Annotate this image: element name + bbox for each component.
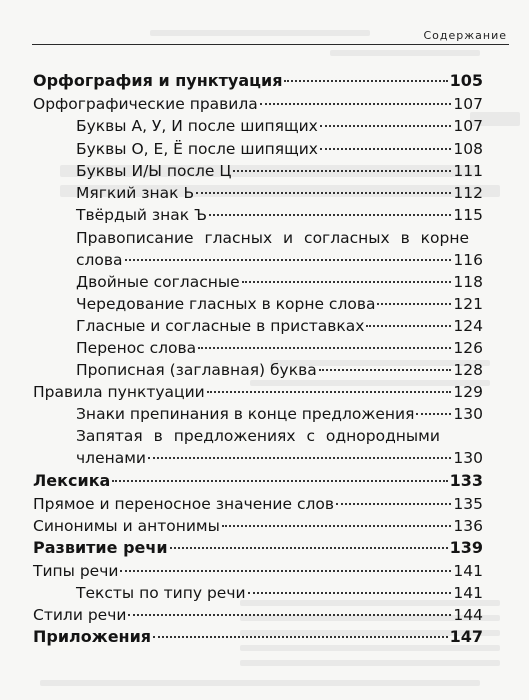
toc-entry-end-punctuation[interactable]: Знаки препинания в конце предложения 130 [76,405,483,423]
toc-entry-capital-letter[interactable]: Прописная (заглавная) буква 128 [76,361,483,379]
toc-entry-hyphenation[interactable]: Перенос слова 126 [76,339,483,357]
toc-entry-punctuation-rules[interactable]: Правила пунктуации 129 [33,383,483,401]
toc-entry-synonyms-antonyms[interactable]: Синонимы и антонимы 136 [33,517,483,535]
toc-entry-texts-by-type[interactable]: Тексты по типу речи 141 [76,584,483,602]
toc-entry-lexicon[interactable]: Лексика 133 [33,471,483,490]
toc-entry-prefixes[interactable]: Гласные и согласные в приставках 124 [76,317,483,335]
toc-entry-homogeneous-line1[interactable]: Запятая в предложениях с однородными [76,427,440,445]
toc-entry-appendices[interactable]: Приложения 147 [33,627,483,646]
toc-entry-speech-styles[interactable]: Стили речи 144 [33,606,483,624]
toc-entry-speech-types[interactable]: Типы речи 141 [33,562,483,580]
toc-entry-speech-development[interactable]: Развитие речи 139 [33,538,483,557]
toc-entry-i-y-after-ts[interactable]: Буквы И/Ы после Ц 111 [76,162,483,180]
toc-entry-homogeneous[interactable]: членами 130 [76,449,483,467]
toc-entry-orthography-punctuation[interactable]: Орфография и пунктуация 105 [33,71,483,90]
toc-entry-double-consonants[interactable]: Двойные согласные 118 [76,273,483,291]
toc-entry-soft-sign[interactable]: Мягкий знак Ь 112 [76,184,483,202]
running-head: Содержание [423,29,507,42]
toc-entry-o-e-yo[interactable]: Буквы О, Е, Ё после шипящих 108 [76,140,483,158]
toc-entry-spelling-rules[interactable]: Орфографические правила 107 [33,95,483,113]
toc-entry-alternation[interactable]: Чередование гласных в корне слова 121 [76,295,483,313]
toc-entry-a-u-i[interactable]: Буквы А, У, И после шипящих 107 [76,117,483,135]
toc-entry-root-vowels[interactable]: слова 116 [76,251,483,269]
toc-entry-direct-figurative[interactable]: Прямое и переносное значение слов 135 [33,495,483,513]
toc-entry-hard-sign[interactable]: Твёрдый знак Ъ 115 [76,206,483,224]
toc-entry-root-vowels-line1[interactable]: Правописание гласных и согласных в корне [76,229,470,247]
